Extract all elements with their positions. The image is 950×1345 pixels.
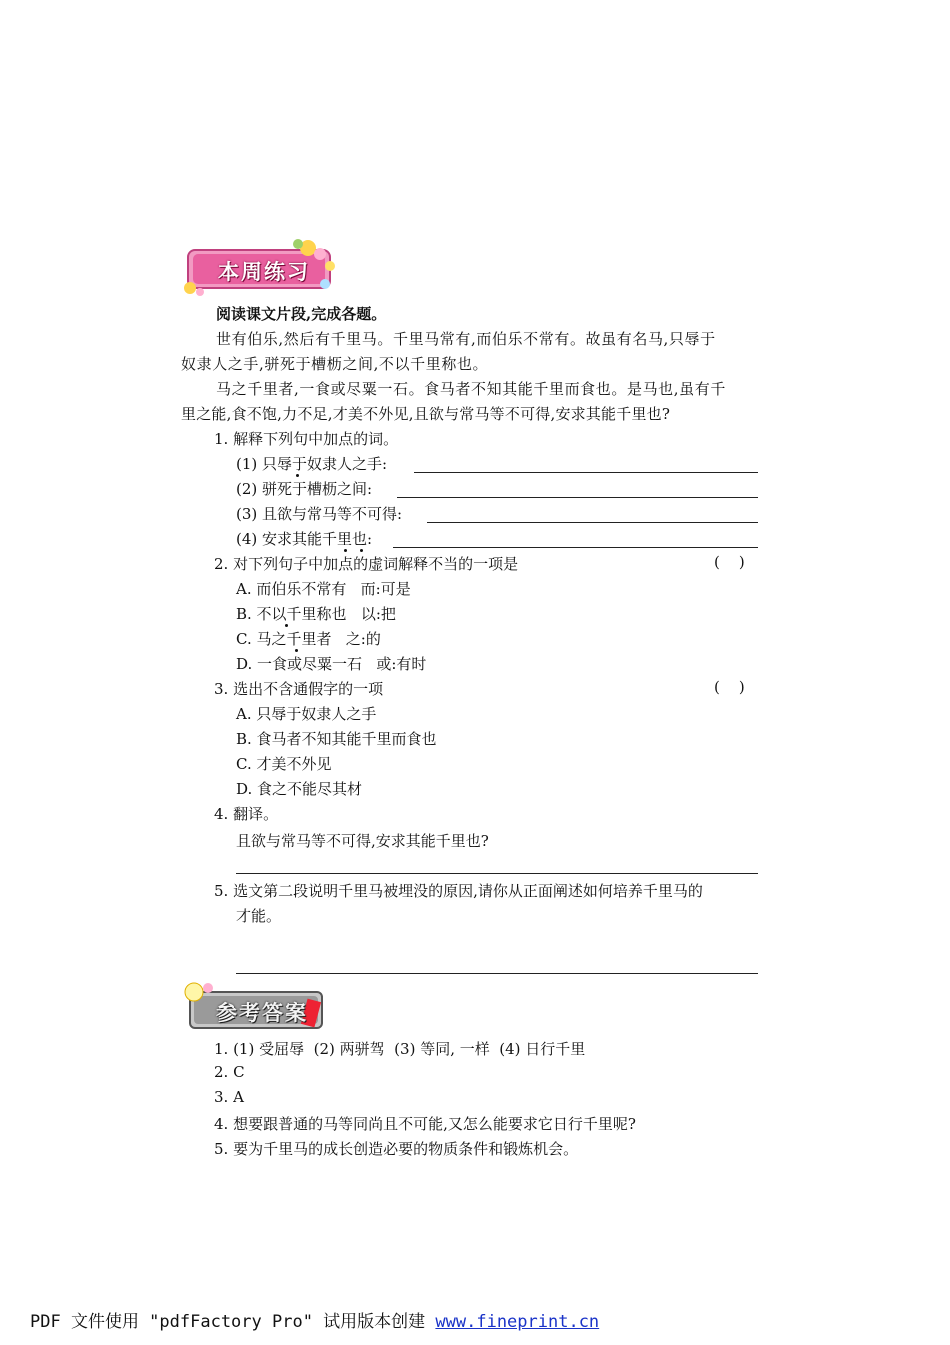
answers-banner [180, 980, 330, 1036]
passage-p2-line2: 里之能,食不饱,力不足,才美不外见,且欲与常马等不可得,安求其能千里也? [181, 405, 671, 423]
q3-option-b: B. 食马者不知其能千里而食也 [236, 730, 437, 748]
q2-answer-paren[interactable]: ( ) [714, 553, 745, 571]
q1-stem: 1. 解释下列句中加点的词。 [214, 430, 399, 448]
q1-answer-line-2[interactable] [397, 497, 758, 498]
q4-sentence: 且欲与常马等不可得,安求其能千里也? [236, 832, 489, 850]
q2-option-a: A. 而伯乐不常有 而:可是 [236, 580, 411, 598]
emphasis-dot [295, 649, 298, 652]
emphasis-dot [296, 474, 299, 477]
q3-option-a: A. 只辱于奴隶人之手 [236, 705, 377, 723]
q1-item-3: (3) 且欲与常马等不可得: [236, 505, 403, 523]
emphasis-dot [285, 624, 288, 627]
passage-p1-line1: 世有伯乐,然后有千里马。千里马常有,而伯乐不常有。故虽有名马,只辱于 [216, 330, 716, 348]
exercise-banner-title: 本周练习 [218, 260, 310, 284]
instruction: 阅读课文片段,完成各题。 [216, 305, 387, 323]
answer-5: 5. 要为千里马的成长创造必要的物质条件和锻炼机会。 [214, 1140, 579, 1158]
q4-stem: 4. 翻译。 [214, 805, 279, 823]
q3-option-c: C. 才美不外见 [236, 755, 332, 773]
footer-text: PDF 文件使用 "pdfFactory Pro" 试用版本创建 [30, 1312, 436, 1332]
q3-option-d: D. 食之不能尽其材 [236, 780, 363, 798]
q1-item-1: (1) 只辱于奴隶人之手: [236, 455, 388, 473]
exercise-banner [180, 236, 340, 296]
q2-option-b: B. 不以千里称也 以:把 [236, 605, 396, 623]
answers-banner-title: 参考答案 [216, 1001, 308, 1025]
q2-option-d: D. 一食或尽粟一石 或:有时 [236, 655, 427, 673]
answer-1: 1. (1) 受屈辱 (2) 两骈驾 (3) 等同, 一样 (4) 日行千里 [214, 1040, 586, 1058]
emphasis-dot [344, 549, 347, 552]
answer-3: 3. A [214, 1088, 244, 1106]
answer-2: 2. C [214, 1063, 245, 1081]
answer-4: 4. 想要跟普通的马等同尚且不可能,又怎么能要求它日行千里呢? [214, 1115, 636, 1133]
q1-answer-line-4[interactable] [393, 547, 758, 548]
q4-answer-line[interactable] [236, 873, 758, 874]
q5-line1: 5. 选文第二段说明千里马被埋没的原因,请你从正面阐述如何培养千里马的 [214, 882, 703, 900]
q1-answer-line-3[interactable] [427, 522, 758, 523]
q2-option-c: C. 马之千里者 之:的 [236, 630, 381, 648]
q5-line2: 才能。 [236, 907, 282, 925]
q2-stem: 2. 对下列句子中加点的虚词解释不当的一项是 [214, 555, 519, 573]
q5-answer-line[interactable] [236, 973, 758, 974]
footer-link[interactable]: www.fineprint.cn [435, 1312, 600, 1332]
q3-stem: 3. 选出不含通假字的一项 [214, 680, 384, 698]
q1-answer-line-1[interactable] [414, 472, 758, 473]
passage-p2-line1: 马之千里者,一食或尽粟一石。食马者不知其能千里而食也。是马也,虽有千 [216, 380, 726, 398]
pdf-footer [30, 1307, 599, 1332]
q1-item-2: (2) 骈死于槽枥之间: [236, 480, 373, 498]
passage-p1-line2: 奴隶人之手,骈死于槽枥之间,不以千里称也。 [181, 355, 489, 373]
q3-answer-paren[interactable]: ( ) [714, 678, 745, 696]
q1-item-4: (4) 安求其能千里也: [236, 530, 373, 548]
emphasis-dot [360, 549, 363, 552]
